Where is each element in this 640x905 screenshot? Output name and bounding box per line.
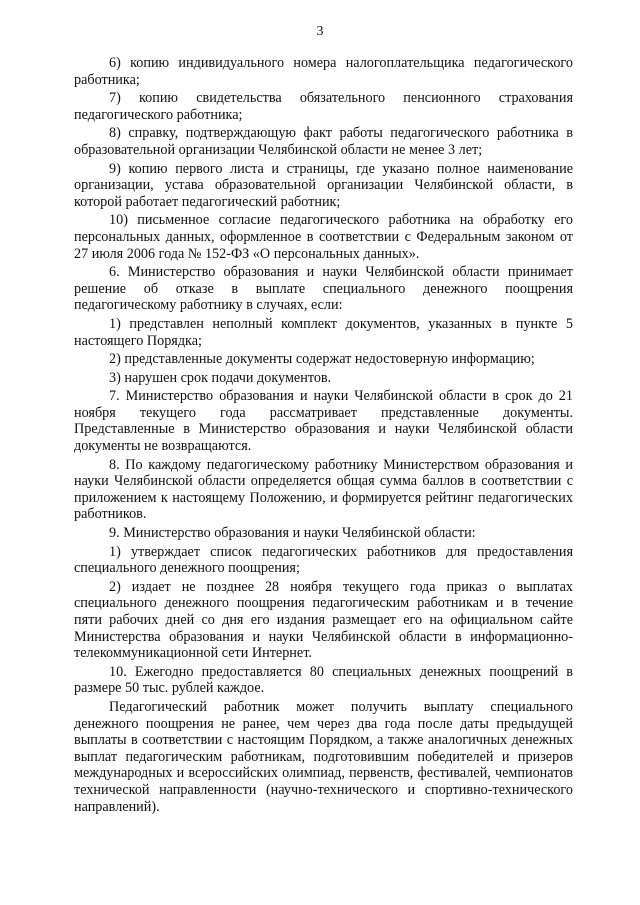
paragraph-item-9: 9) копию первого листа и страницы, где указано полное наименование организации, устава образовательной организации Челябинской области, в которой работает педагогический работник; [74, 160, 573, 210]
paragraph-item-7: 7) копию свидетельства обязательного пенсионного страхования педагогического работника; [74, 90, 573, 123]
paragraph-section-7: 7. Министерство образования и науки Челябинской области в срок до 21 ноября текущего года рассматривает представленные документы. Представленные в Министерство образования и науки Челябинской области документы не возвращаются. [74, 388, 573, 455]
document-body [74, 55, 573, 817]
paragraph-final: Педагогический работник может получить выплату специального денежного поощрения не ранее, чем через два года после даты предыдущей выплаты в соответствии с настоящим Порядком, а также аналогичных денежных выплат педагогическим работникам, подготовившим победителей и призеров международных и всероссийских олимпиад, первенств, фестивалей, чемпионатов технической направленности (научно-технического и спортивно-технического направлений). [74, 698, 573, 815]
paragraph-section-9: 9. Министерство образования и науки Челябинской области: [109, 525, 476, 542]
paragraph-reason-2: 2) представленные документы содержат недостоверную информацию; [109, 351, 535, 368]
paragraph-section-8: 8. По каждому педагогическому работнику Министерством образования и науки Челябинской области определяется общая сумма баллов в соответствии с приложением к настоящему Положению, и формируется рейтинг педагогических работников. [74, 456, 573, 523]
paragraph-item-8: 8) справку, подтверждающую факт работы педагогического работника в образовательной организации Челябинской области не менее 3 лет; [74, 125, 573, 158]
paragraph-item-6: 6) копию индивидуального номера налогоплательщика педагогического работника; [74, 55, 573, 88]
paragraph-item-10: 10) письменное согласие педагогического работника на обработку его персональных данных, оформленное в соответствии с Федеральным законом от 27 июля 2006 года № 152-ФЗ «О персональных данных». [74, 212, 573, 262]
paragraph-section-6: 6. Министерство образования и науки Челябинской области принимает решение об отказе в выплате специального денежного поощрения педагогическому работнику в случаях, если: [74, 264, 573, 314]
paragraph-action-2: 2) издает не позднее 28 ноября текущего года приказ о выплатах специального денежного поощрения педагогическим работникам и в течение пяти рабочих дней со дня его издания размещает его на официальном сайте Министерства образования и науки Челябинской области в информационно-телекоммуникационной сети Интернет. [74, 578, 573, 662]
paragraph-reason-3: 3) нарушен срок подачи документов. [109, 369, 332, 386]
paragraph-action-1: 1) утверждает список педагогических работников для предоставления специального денежного поощрения; [74, 543, 573, 577]
paragraph-reason-1: 1) представлен неполный комплект документов, указанных в пункте 5 настоящего Порядка; [74, 315, 573, 349]
page-number: 3 [316, 24, 324, 39]
paragraph-section-10: 10. Ежегодно предоставляется 80 специальных денежных поощрений в размере 50 тыс. рублей каждое. [74, 663, 573, 697]
